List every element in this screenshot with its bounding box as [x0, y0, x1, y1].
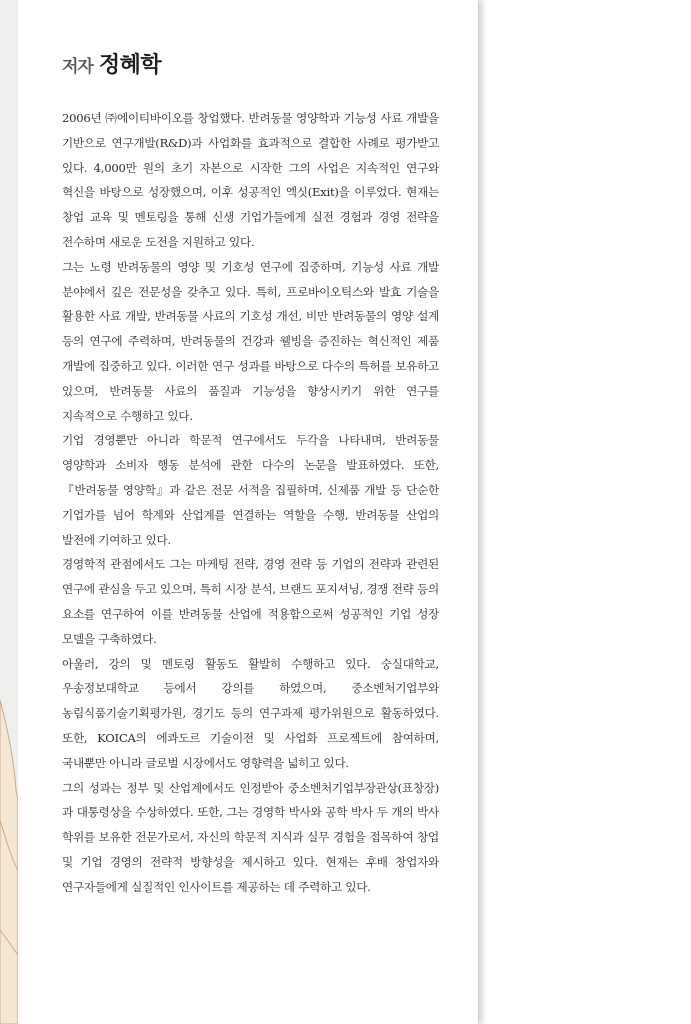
- blank-facing-page: [478, 0, 691, 1024]
- bio-paragraph: 경영학적 관점에서도 그는 마케팅 전략, 경영 전략 등 기업의 전략과 관련된 연구에 관심을 두고 있으며, 특히 시장 분석, 브랜드 포지셔닝, 경쟁 전략 등의 요소를 연구하여 이를 반려동물 산업에 적용함으로써 성공적인 기업 성장 모델을 구축하였다.: [62, 557, 439, 646]
- cover-illustration-edge: [0, 0, 18, 1024]
- author-heading: [62, 48, 161, 79]
- author-name: 정혜학: [98, 53, 162, 78]
- book-page: [18, 0, 478, 1024]
- bio-paragraph: 그는 노령 반려동물의 영양 및 기호성 연구에 집중하며, 기능성 사료 개발 분야에서 깊은 전문성을 갖추고 있다. 특히, 프로바이오틱스와 발효 기술을 활용한 사료 개발, 반려동물 사료의 기호성 개선, 비만 반려동물의 영양 설계 등의 연구에 주력하며, 반려동물의 건강과 웰빙을 증진하는 혁신적인 제품 개발에 집중하고 있다. 이러한 연구 성과를 바탕으로 다수의 특허를 보유하고 있으며, 반려동물 사료의 품질과 기능성을 향상시키기 위한 연구를 지속적으로 수행하고 있다.: [62, 259, 439, 423]
- bio-paragraph: 기업 경영뿐만 아니라 학문적 연구에서도 두각을 나타내며, 반려동물 영양학과 소비자 행동 분석에 관한 다수의 논문을 발표하였다. 또한, 『반려동물 영양학』과 같은 전문 서적을 집필하며, 신제품 개발 등 단순한 기업가를 넘어 학계와 산업계를 연결하는 역할을 수행, 반려동물 산업의 발전에 기여하고 있다.: [62, 433, 439, 547]
- left-cover-strip: [0, 0, 18, 1024]
- author-biography: [62, 106, 439, 900]
- author-tag: 저자: [62, 57, 93, 77]
- bio-paragraph: 아울러, 강의 및 멘토링 활동도 활발히 수행하고 있다. 숭실대학교, 우송정보대학교 등에서 강의를 하였으며, 중소벤처기업부와 농림식품기술기획평가원, 경기도 등의 연구과제 평가위원으로 활동하였다. 또한, KOICA의 에콰도르 기술이전 및 사업화 프로젝트에 참여하며, 국내뿐만 아니라 글로벌 시장에서도 영향력을 넓히고 있다.: [62, 656, 439, 770]
- bio-paragraph: 2006년 ㈜에이티바이오를 창업했다. 반려동물 영양학과 기능성 사료 개발을 기반으로 연구개발(R&D)과 사업화를 효과적으로 결합한 사례로 평가받고 있다. 4,000만 원의 초기 자본으로 시작한 그의 사업은 지속적인 연구와 혁신을 바탕으로 성장했으며, 이후 성공적인 엑싯(Exit)을 이루었다. 현재는 창업 교육 및 멘토링을 통해 신생 기업가들에게 실전 경험과 경영 전략을 전수하며 새로운 도전을 지원하고 있다.: [62, 111, 439, 249]
- bio-paragraph: 그의 성과는 정부 및 산업계에서도 인정받아 중소벤처기업부장관상(표창장)과 대통령상을 수상하였다. 또한, 그는 경영학 박사와 공학 박사 두 개의 박사 학위를 보유한 전문가로서, 자신의 학문적 지식과 실무 경험을 접목하여 창업 및 기업 경영의 전략적 방향성을 제시하고 있다. 현재는 후배 창업자와 연구자들에게 실질적인 인사이트를 제공하는 데 주력하고 있다.: [62, 780, 439, 894]
